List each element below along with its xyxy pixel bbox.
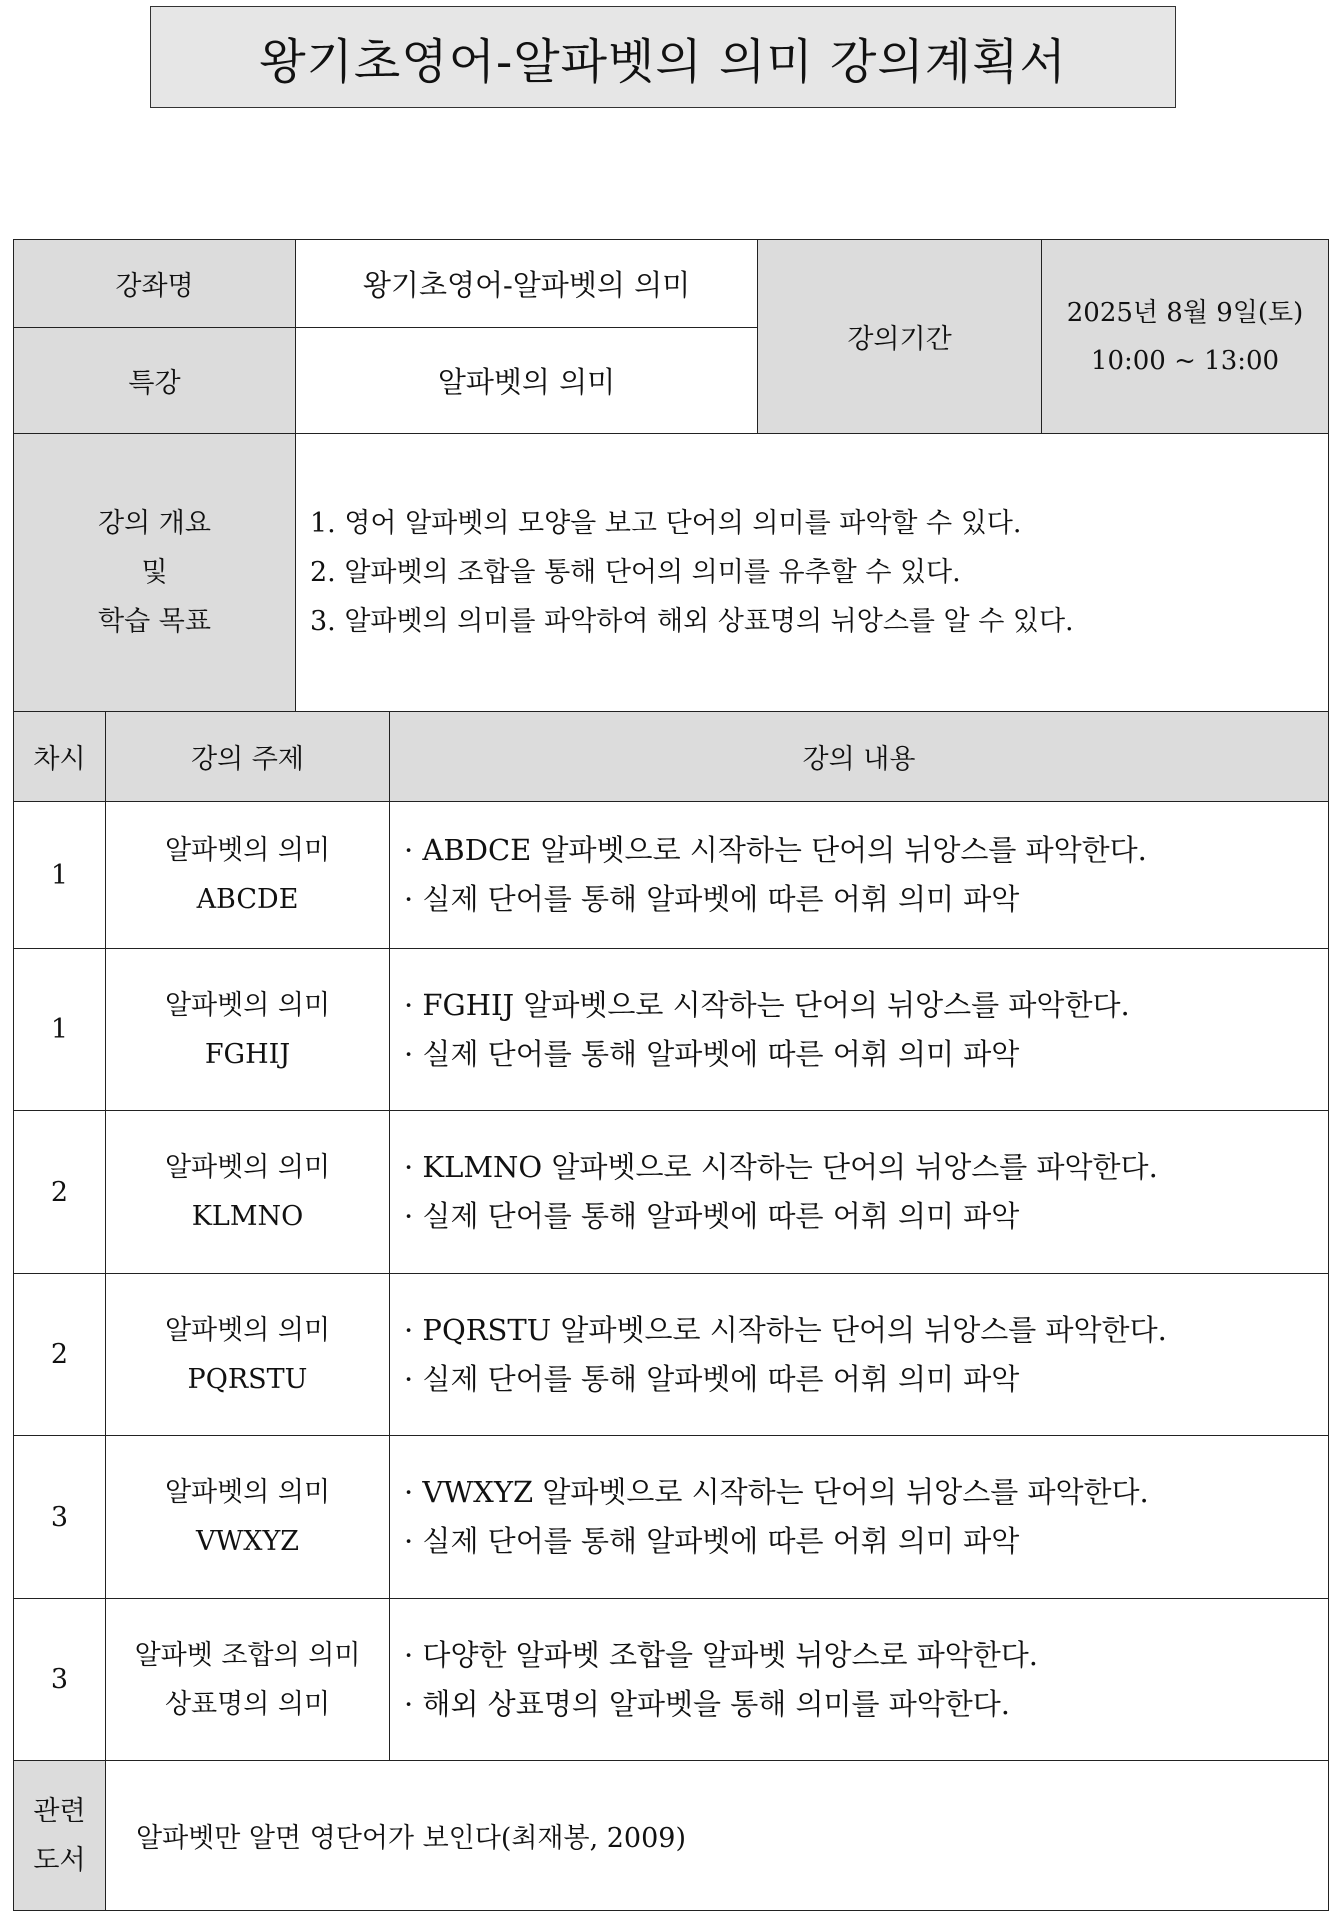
topic-cell: [106, 1599, 390, 1761]
course-value: 왕기초영어-알파벳의 의미: [296, 240, 758, 328]
session-number: 2: [14, 1274, 106, 1436]
info-row-course: [14, 240, 1329, 328]
topic-line: 알파벳의 의미: [164, 1477, 331, 1508]
content-cell: [390, 949, 1329, 1111]
session-number: 1: [14, 949, 106, 1111]
session-header: 차시: [14, 712, 106, 802]
content-header: 강의 내용: [390, 712, 1329, 802]
books-value: 알파벳만 알면 영단어가 보인다(최재봉, 2009): [106, 1761, 1329, 1911]
content-line: · 실제 단어를 통해 알파벳에 따른 어휘 의미 파악: [404, 1361, 1020, 1396]
content-line: · 실제 단어를 통해 알파벳에 따른 어휘 의미 파악: [404, 1199, 1020, 1233]
content-cell: [390, 1599, 1329, 1761]
content-line: · 다양한 알파벳 조합을 알파벳 뉘앙스로 파악한다.: [404, 1637, 1039, 1672]
period-value: [1042, 240, 1329, 434]
topic-header: 강의 주제: [106, 712, 390, 802]
goal-item: 3. 알파벳의 의미를 파악하여 해외 상표명의 뉘앙스를 알 수 있다.: [310, 606, 1074, 637]
period-date: 2025년 8월 9일(토): [1066, 297, 1304, 328]
lecture-plan-table: [13, 239, 1329, 1911]
books-label-line: 도서: [33, 1844, 86, 1876]
schedule-row: [14, 1111, 1329, 1274]
period-time: 10:00 ~ 13:00: [1090, 345, 1280, 376]
topic-line: KLMNO: [191, 1201, 304, 1232]
course-label: 강좌명: [14, 240, 296, 328]
learning-goals: [296, 434, 1329, 712]
topic-line: FGHIJ: [204, 1038, 291, 1070]
goal-item: 2. 알파벳의 조합을 통해 단어의 의미를 유추할 수 있다.: [310, 557, 961, 588]
schedule-row: [14, 802, 1329, 949]
topic-line: 알파벳의 의미: [164, 835, 331, 866]
topic-line: ABCDE: [196, 884, 299, 915]
document-title: 왕기초영어-알파벳의 의미 강의계획서: [150, 6, 1176, 108]
books-row: [14, 1761, 1329, 1911]
topic-line: 상표명의 의미: [164, 1688, 331, 1720]
topic-cell: [106, 802, 390, 949]
schedule-header-row: [14, 712, 1329, 802]
topic-line: 알파벳의 의미: [164, 989, 331, 1021]
topic-line: VWXYZ: [195, 1526, 300, 1557]
session-number: 3: [14, 1436, 106, 1599]
topic-line: 알파벳의 의미: [164, 1152, 331, 1183]
session-number: 1: [14, 802, 106, 949]
topic-cell: [106, 1274, 390, 1436]
topic-cell: [106, 1436, 390, 1599]
topic-line: 알파벳 조합의 의미: [134, 1639, 361, 1671]
content-cell: [390, 1436, 1329, 1599]
content-line: · VWXYZ 알파벳으로 시작하는 단어의 뉘앙스를 파악한다.: [404, 1475, 1149, 1509]
special-value: 알파벳의 의미: [296, 328, 758, 434]
schedule-row: [14, 1436, 1329, 1599]
content-line: · 실제 단어를 통해 알파벳에 따른 어휘 의미 파악: [404, 1524, 1020, 1558]
overview-label-line: 학습 목표: [98, 606, 211, 637]
schedule-row: [14, 949, 1329, 1111]
overview-label-line: 및: [141, 557, 168, 588]
overview-label: [14, 434, 296, 712]
books-label-line: 관련: [33, 1795, 86, 1827]
goal-item: 1. 영어 알파벳의 모양을 보고 단어의 의미를 파악할 수 있다.: [310, 508, 1022, 539]
content-line: · ABDCE 알파벳으로 시작하는 단어의 뉘앙스를 파악한다.: [404, 833, 1147, 867]
overview-label-line: 강의 개요: [98, 508, 211, 539]
overview-row: [14, 434, 1329, 712]
session-number: 2: [14, 1111, 106, 1274]
content-line: · KLMNO 알파벳으로 시작하는 단어의 뉘앙스를 파악한다.: [404, 1150, 1158, 1184]
books-label: [14, 1761, 106, 1911]
special-label: 특강: [14, 328, 296, 434]
content-line: · 실제 단어를 통해 알파벳에 따른 어휘 의미 파악: [404, 1036, 1020, 1071]
schedule-row: [14, 1274, 1329, 1436]
content-cell: [390, 802, 1329, 949]
topic-line: 알파벳의 의미: [164, 1314, 331, 1346]
topic-cell: [106, 1111, 390, 1274]
schedule-row: [14, 1599, 1329, 1761]
content-line: · 해외 상표명의 알파벳을 통해 의미를 파악한다.: [404, 1686, 1011, 1721]
period-label: 강의기간: [758, 240, 1042, 434]
content-line: · 실제 단어를 통해 알파벳에 따른 어휘 의미 파악: [404, 882, 1020, 916]
topic-line: PQRSTU: [187, 1363, 308, 1395]
content-line: · PQRSTU 알파벳으로 시작하는 단어의 뉘앙스를 파악한다.: [404, 1312, 1167, 1347]
session-number: 3: [14, 1599, 106, 1761]
content-cell: [390, 1274, 1329, 1436]
content-cell: [390, 1111, 1329, 1274]
topic-cell: [106, 949, 390, 1111]
content-line: · FGHIJ 알파벳으로 시작하는 단어의 뉘앙스를 파악한다.: [404, 987, 1130, 1022]
